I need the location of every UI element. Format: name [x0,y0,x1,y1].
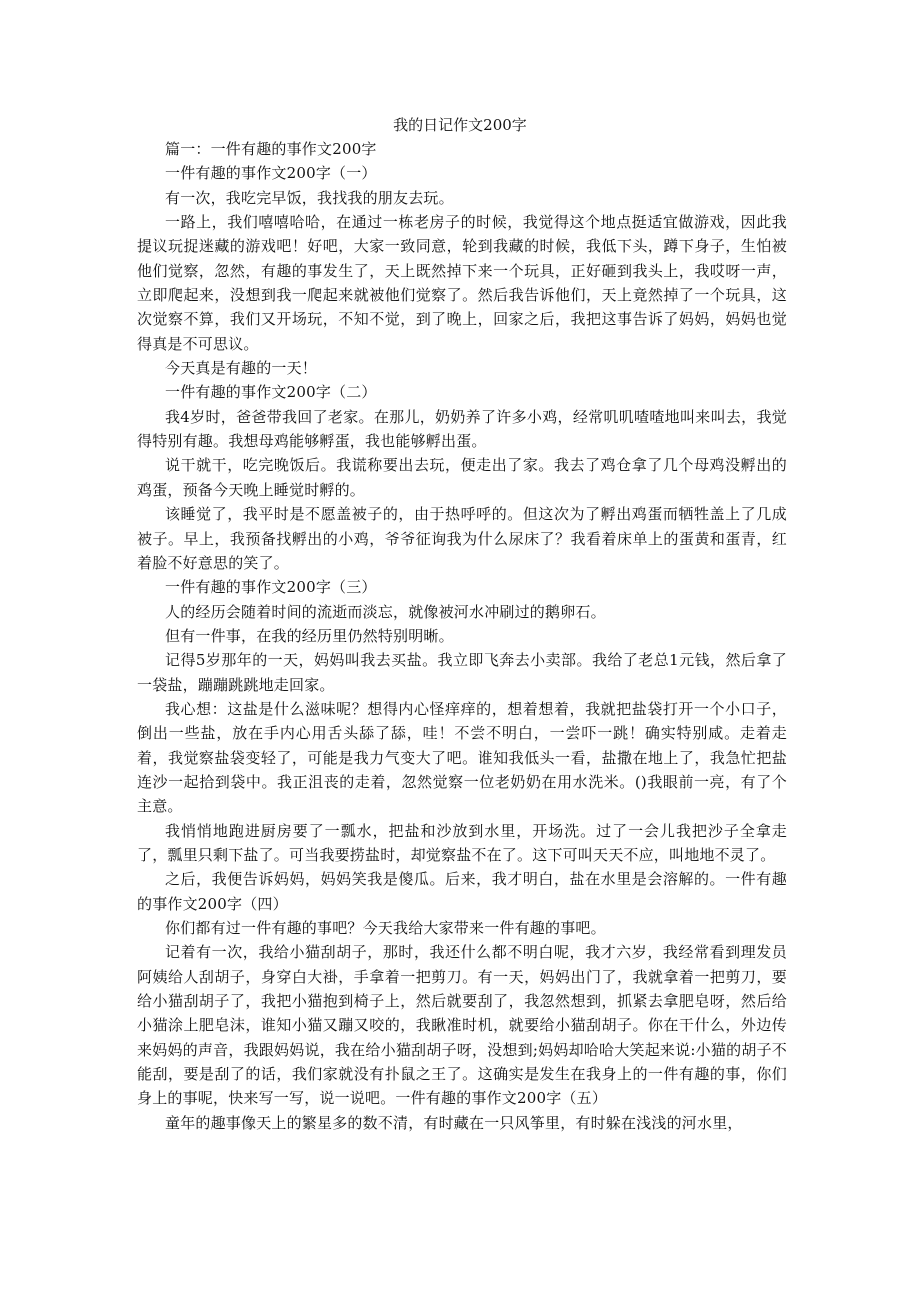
paragraph: 该睡觉了，我平时是不愿盖被子的，由于热呼呼的。但这次为了孵出鸡蛋而牺牲盖上了几成被子。早上，我预备找孵出的小鸡，爷爷征询我为什么尿床了？我看着床单上的蛋黄和蛋青，红着脸不好意思的笑了。 [137,505,787,572]
paragraph: 之后，我便告诉妈妈，妈妈笑我是傻瓜。后来，我才明白，盐在水里是会溶解的。一件有趣的事作文200字（四） [137,870,787,913]
heading-article-one: 篇一：一件有趣的事作文200字 [165,140,377,158]
paragraph: 我悄悄地跑进厨房要了一瓢水，把盐和沙放到水里，开场洗。过了一会儿我把沙子全拿走了，瓢里只剩下盐了。可当我要捞盐时，却觉察盐不在了。这下可叫天天不应，叫地地不灵了。 [137,821,787,864]
paragraph: 说干就干，吃完晚饭后。我谎称要出去玩，便走出了家。我去了鸡仓拿了几个母鸡没孵出的鸡蛋，预备今天晚上睡觉时孵的。 [137,456,787,499]
document-title: 我的日记作文200字 [393,116,527,134]
paragraph: 但有一件事，在我的经历里仍然特别明晰。 [165,626,454,645]
section-heading-two: 一件有趣的事作文200字（二） [165,383,377,402]
paragraph: 记得5岁那年的一天，妈妈叫我去买盐。我立即飞奔去小卖部。我给了老总1元钱，然后拿了一袋盐，蹦蹦跳跳地走回家。 [137,651,787,694]
paragraph: 你们都有过一件有趣的事吧？今天我给大家带来一件有趣的事吧。 [165,919,606,937]
paragraph: 我心想：这盐是什么滋味呢？想得内心怪痒痒的，想着想着，我就把盐袋打开一个小口子，倒出一些盐，放在手内心用舌头舔了舔，哇！不尝不明白，一尝吓一跳！确实特别咸。走着走着，我觉察盐袋变轻了，可能是我力气变大了吧。谁知我低头一看，盐撒在地上了，我急忙把盐连沙一起拾到袋中。我正沮丧的走着，忽然觉察一位老奶奶在用水洗米。()我眼前一亮，有了个主意。 [137,699,787,816]
document-body [137,137,787,1135]
paragraph: 我4岁时，爸爸带我回了老家。在那儿，奶奶养了许多小鸡，经常叽叽喳喳地叫来叫去，我觉得特别有趣。我想母鸡能够孵蛋，我也能够孵出蛋。 [137,407,787,451]
paragraph: 有一次，我吃完早饭，我找我的朋友去玩。 [165,188,454,207]
paragraph: 童年的趣事像天上的繁星多的数不清，有时藏在一只风筝里，有时躲在浅浅的河水里， [165,1113,743,1132]
paragraph: 一路上，我们嘻嘻哈哈，在通过一栋老房子的时候，我觉得这个地点挺适宜做游戏，因此我提议玩捉迷藏的游戏吧！好吧，大家一致同意，轮到我藏的时候，我低下头，蹲下身子，生怕被他们觉察，忽然，有趣的事发生了，天上既然掉下来一个玩具，正好砸到我头上，我哎呀一声，立即爬起来，没想到我一爬起来就被他们觉察了。然后我告诉他们，天上竟然掉了一个玩具，这次觉察不算，我们又开场玩，不知不觉，到了晚上，回家之后，我把这事告诉了妈妈，妈妈也觉得真是不可思议。 [137,213,787,353]
section-heading-one: 一件有趣的事作文200字（一） [165,164,377,183]
section-heading-three: 一件有趣的事作文200字（三） [165,578,377,597]
paragraph: 今天真是有趣的一天！ [165,359,318,378]
paragraph: 人的经历会随着时间的流逝而淡忘，就像被河水冲刷过的鹅卵石。 [165,602,606,621]
paragraph: 记着有一次，我给小猫刮胡子，那时，我还什么都不明白呢，我才六岁，我经常看到理发员阿姨给人刮胡子，身穿白大褂，手拿着一把剪刀。有一天，妈妈出门了，我就拿着一把剪刀，要给小猫刮胡子了，我把小猫抱到椅子上，然后就要刮了，我忽然想到，抓紧去拿肥皂呀，然后给小猫涂上肥皂沫，谁知小猫又蹦又咬的，我瞅准时机，就要给小猫刮胡子。你在干什么，外边传来妈妈的声音，我跟妈妈说，我在给小猫刮胡子呀，没想到;妈妈却哈哈大笑起来说:小猫的胡子不能刮，要是刮了的话，我们家就没有扑鼠之王了。这确实是发生在我身上的一件有趣的事，你们身上的事呢，快来写一写，说一说吧。一件有趣的事作文200字（五） [137,943,787,1108]
